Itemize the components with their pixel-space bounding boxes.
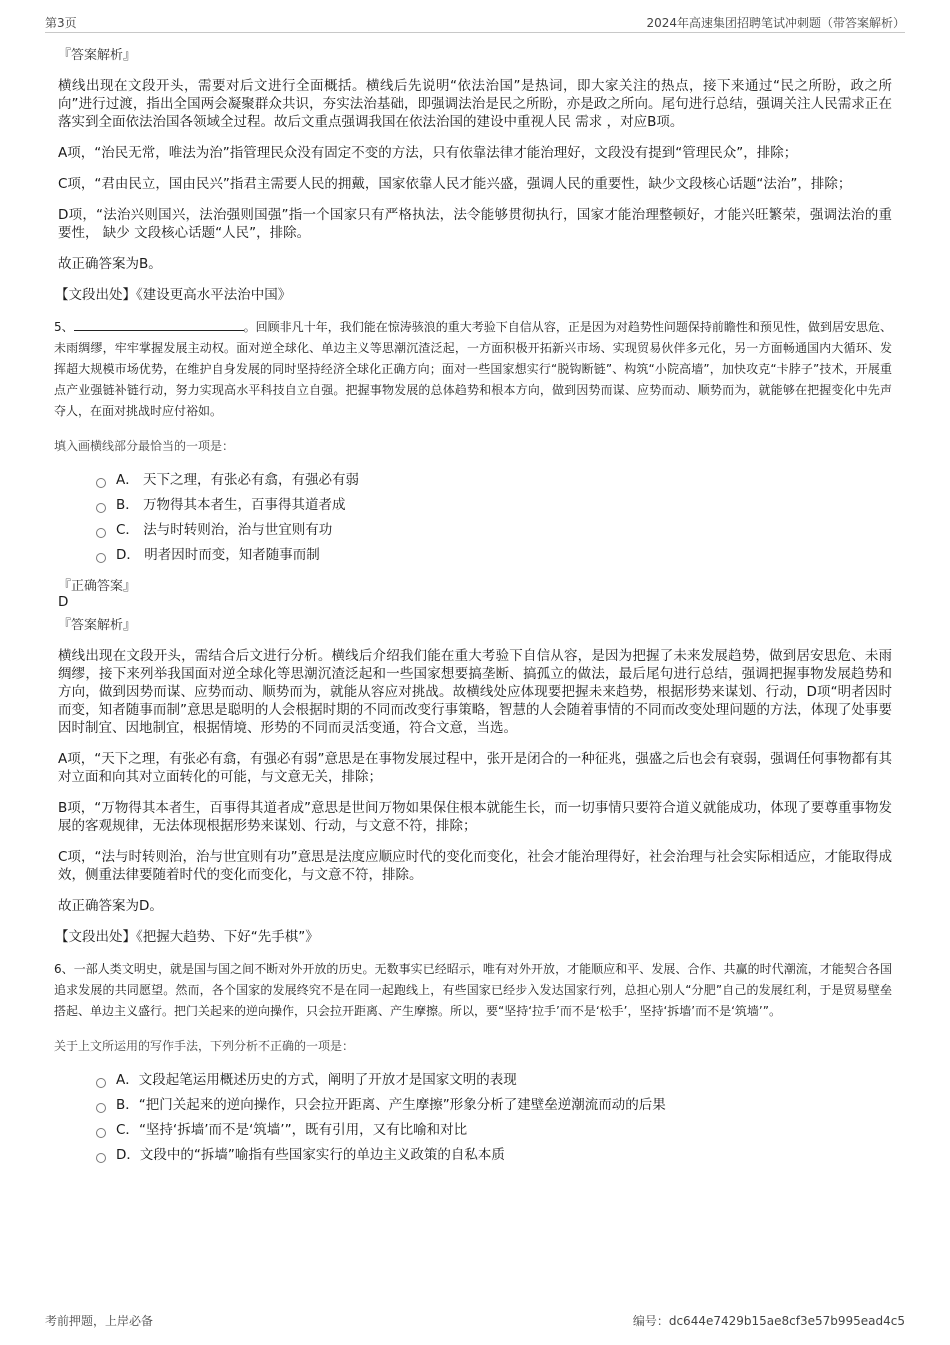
q6-option-c[interactable] <box>96 1118 892 1143</box>
radio-icon[interactable] <box>96 1078 106 1088</box>
radio-icon[interactable] <box>96 503 106 513</box>
q6-option-b[interactable] <box>96 1093 892 1118</box>
option-letter: A． <box>116 1072 139 1088</box>
document-body <box>54 44 892 1168</box>
document-title: 2024年高速集团招聘笔试冲刺题（带答案解析） <box>646 16 905 30</box>
q4-analysis-text: 横线出现在文段开头，需要对后文进行全面概括。横线后先说明“依法治国”是热词，即大家关注的热点，接下来通过“民之所盼，政之所向”进行过渡，指出全国两会凝聚群众共识，夯实法治基础，即强调法治是民之所盼，亦是政之所向。尾句进行总结，强调关注人民需求正在落实到全面依法治国各领域全过程。故后文重点强调我国在依法治国的建设中重视人民 需求 ，对应B项。 <box>58 78 892 130</box>
footer-code <box>633 1312 905 1329</box>
q5-options <box>96 468 892 568</box>
q5-option-c[interactable] <box>96 518 892 543</box>
q4-option-d-analysis: D项，“法治兴则国兴，法治强则国强”指一个国家只有严格执法，法令能够贯彻执行，国家才能治理整顿好，才能兴旺繁荣，强调法治的重要性， 缺少 文段核心话题“人民”，排除。 <box>58 207 892 241</box>
q5-correct-answer: D <box>58 594 69 610</box>
q5-conclusion: 故正确答案为D。 <box>58 898 163 914</box>
option-letter: C． <box>116 1122 139 1138</box>
q6-option-a[interactable] <box>96 1068 892 1093</box>
q5-correct-label: 『正确答案』 <box>58 579 137 594</box>
q6-options <box>96 1068 892 1168</box>
footer-code-label: 编号： <box>632 1314 669 1328</box>
radio-icon[interactable] <box>96 478 106 488</box>
q4-conclusion: 故正确答案为B。 <box>58 256 162 272</box>
option-letter: B． <box>116 497 139 513</box>
q5-number: 5、 <box>54 320 74 334</box>
q5-analysis-label: 『答案解析』 <box>58 618 137 633</box>
page-header <box>45 12 905 33</box>
page-number: 第3页 <box>45 16 77 30</box>
q5-option-d[interactable] <box>96 543 892 568</box>
option-letter: C． <box>116 522 139 538</box>
option-letter: A． <box>116 472 139 488</box>
q5-option-a[interactable] <box>96 468 892 493</box>
q5-prompt: 填入画横线部分最恰当的一项是： <box>54 439 235 453</box>
option-text: 文段起笔运用概述历史的方式，阐明了开放才是国家文明的表现 <box>138 1072 517 1088</box>
q5-question-text <box>54 317 892 422</box>
q6-prompt: 关于上文所运用的写作手法，下列分析不正确的一项是： <box>54 1039 355 1053</box>
q4-option-a-analysis: A项，“治民无常，唯法为治”指管理民众没有固定不变的方法，只有依靠法律才能治理好，文段没有提到“管理民众”，排除； <box>58 145 798 161</box>
q6-option-d[interactable] <box>96 1143 892 1168</box>
q6-question-text: 6、一部人类文明史，就是国与国之间不断对外开放的历史。无数事实已经昭示，唯有对外开放，才能顺应和平、发展、合作、共赢的时代潮流，才能契合各国追求发展的共同愿望。然而，各个国家的发展终究不是在同一起跑线上，有些国家已经步入发达国家行列，总担心别人“分肥”自己的发展红利，于是贸易壁垒搭起、单边主义盛行。把门关起来的逆向操作，只会拉开距离、产生摩擦。所以，要“坚持‘拉手’而不是‘松手’，坚持‘拆墙’而不是‘筑墙’”。 <box>54 962 892 1018</box>
option-text: “把门关起来的逆向操作，只会拉开距离、产生摩擦”形象分析了建壁垒逆潮流而动的后果 <box>138 1097 666 1113</box>
footer-slogan: 考前押题，上岸必备 <box>45 1314 154 1328</box>
q5-passage: 。回顾非凡十年，我们能在惊涛骇浪的重大考验下自信从容，正是因为对趋势性问题保持前瞻性和预见性，做到居安思危、未雨绸缪，牢牢掌握发展主动权。面对逆全球化、单边主义等思潮沉渣泛起，一方面积极开拓新兴市场、实现贸易伙伴多元化，另一方面畅通国内大循环、发挥超大规模市场优势，在维护自身发展的同时坚持经济全球化正确方向；面对一些国家想实行“脱钩断链”、构筑“小院高墙”，加快攻克“卡脖子”技术，开展重点产业强链补链行动，努力实现高水平科技自立自强。把握事物发展的总体趋势和根本方向，做到因势而谋、应势而动、顺势而为，就能够在把握变化中先声夺人，在面对挑战时应付裕如。 <box>54 320 892 418</box>
option-text: 文段中的“拆墙”喻指有些国家实行的单边主义政策的自私本质 <box>139 1147 505 1163</box>
q5-option-b[interactable] <box>96 493 892 518</box>
option-text: “坚持‘拆墙’而不是‘筑墙’”，既有引用，又有比喻和对比 <box>138 1122 468 1138</box>
option-text: 万物得其本者生，百事得其道者成 <box>143 497 346 513</box>
option-letter: D． <box>116 547 140 563</box>
q5-analysis-text: 横线出现在文段开头，需结合后文进行分析。横线后介绍我们能在重大考验下自信从容，是因为把握了未来发展趋势，做到居安思危、未雨绸缪，接下来列举我国面对逆全球化等思潮沉渣泛起和一些国家想要搞垄断、搞孤立的做法，最后尾句进行总结，强调把握事物发展趋势和方向，做到因势而谋、应势而动、顺势而为，就能从容应对挑战。故横线处应体现要把握未来趋势，根据形势来谋划、行动，D项“明者因时而变，知者随事而制”意思是聪明的人会根据时期的不同而改变行事策略，智慧的人会随着事情的不同而改变处理问题的方法，体现了处事要因时制宜、因地制宜，根据情境、形势的不同而灵活变通，符合文意，当选。 <box>58 648 892 736</box>
option-text: 明者因时而变，知者随事而制 <box>144 547 320 563</box>
q4-option-c-analysis: C项，“君由民立，国由民兴”指君主需要人民的拥戴，国家依靠人民才能兴盛，强调人民的重要性，缺少文段核心话题“法治”，排除； <box>58 176 852 192</box>
q4-source: 【文段出处】《建设更高水平法治中国》 <box>55 287 292 303</box>
option-text: 天下之理，有张必有翕，有强必有弱 <box>143 472 360 488</box>
radio-icon[interactable] <box>96 1128 106 1138</box>
option-text: 法与时转则治，治与世宜则有功 <box>143 522 333 538</box>
q5-option-c-analysis: C项，“法与时转则治，治与世宜则有功”意思是法度应顺应时代的变化而变化，社会才能治理得好，社会治理与社会实际相适应，才能取得成效，侧重法律要随着时代的变化而变化，与文意不符，排除。 <box>58 849 892 883</box>
page-footer <box>45 1312 905 1332</box>
footer-code-value: dc644e7429b15ae8cf3e57b995ead4c5 <box>668 1314 905 1328</box>
q5-fill-blank <box>74 330 244 331</box>
radio-icon[interactable] <box>96 553 106 563</box>
q5-option-a-analysis: A项，“天下之理，有张必有翕，有强必有弱”意思是在事物发展过程中，张开是闭合的一种征兆，强盛之后也会有衰弱，强调任何事物都有其对立面和向其对立面转化的可能，与文意无关，排除； <box>58 751 892 785</box>
q5-source: 【文段出处】《把握大趋势、下好“先手棋”》 <box>55 929 319 945</box>
radio-icon[interactable] <box>96 1103 106 1113</box>
option-letter: B． <box>116 1097 139 1113</box>
option-letter: D． <box>116 1147 140 1163</box>
q4-analysis-label: 『答案解析』 <box>58 48 137 63</box>
radio-icon[interactable] <box>96 528 106 538</box>
q5-option-b-analysis: B项，“万物得其本者生，百事得其道者成”意思是世间万物如果保住根本就能生长，而一切事情只要符合道义就能成功，体现了要尊重事物发展的客观规律，无法体现根据形势来谋划、行动，与文意不符，排除； <box>58 800 892 834</box>
radio-icon[interactable] <box>96 1153 106 1163</box>
